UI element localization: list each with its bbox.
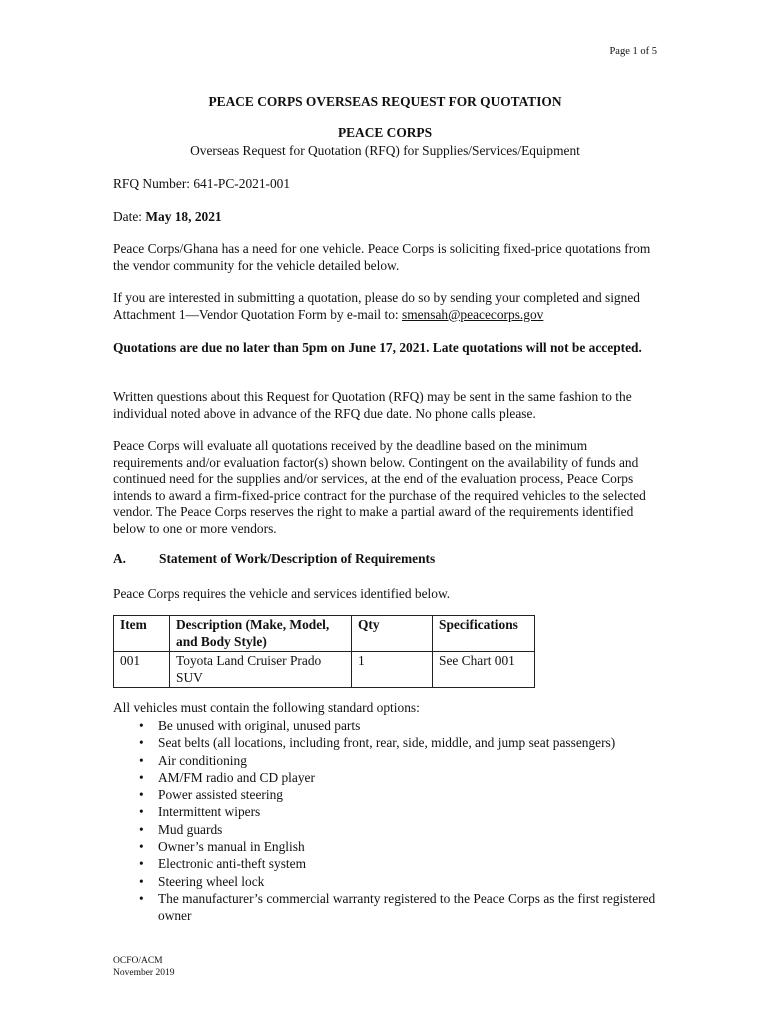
bullet-icon: • — [139, 735, 144, 751]
rfq-number-label: RFQ Number: — [113, 176, 190, 191]
options-intro: All vehicles must contain the following standard options: — [113, 700, 420, 715]
bullet-icon: • — [139, 821, 144, 837]
standard-options-list — [113, 717, 658, 925]
bullet-icon: • — [139, 839, 144, 855]
organization-heading: PEACE CORPS — [337, 125, 433, 140]
list-item: • The manufacturer’s commercial warranty registered to the Peace Corps as the first registered owner — [139, 890, 656, 924]
footer-date: November 2019 — [113, 968, 175, 978]
bullet-icon: • — [139, 787, 144, 803]
bullet-icon: • — [139, 856, 144, 872]
date-value: May 18, 2021 — [145, 209, 222, 224]
submit-paragraph — [113, 290, 658, 323]
page-number: Page 1 of 5 — [609, 46, 657, 57]
bullet-icon: • — [139, 769, 144, 785]
rfq-number-line — [113, 176, 658, 193]
document-subtitle: Overseas Request for Quotation (RFQ) for Supplies/Services/Equipment — [190, 143, 580, 158]
evaluation-paragraph: Peace Corps will evaluate all quotations received by the deadline based on the minimum requirements and/or evaluation factor(s) shown below. Contingent on the availability of funds and continued need for the supplies and/or services, at the end of the evaluation process, Peace Corps intends to award a firm-fixed-price contract for the purchase of the required vehicles to the selected vendor. The Peace Corps reserves the right to make a partial award of the requirements identified below to one or more vendors. — [113, 438, 646, 536]
list-item: • Air conditioning — [139, 752, 247, 768]
header-description: Description (Make, Model, and Body Style) — [170, 616, 352, 652]
submit-text: If you are interested in submitting a quotation, please do so by sending your completed and signed Attachment 1—Vendor Quotation Form by e-mail to: — [113, 290, 640, 322]
document-title: PEACE CORPS OVERSEAS REQUEST FOR QUOTATION — [208, 94, 562, 109]
page-footer — [113, 955, 174, 979]
cell-specifications: See Chart 001 — [433, 652, 535, 688]
bullet-icon: • — [139, 890, 144, 906]
list-item: • Seat belts (all locations, including front, rear, side, middle, and jump seat passengers) — [139, 735, 616, 751]
table-header-row — [114, 616, 535, 652]
requirements-table — [113, 615, 535, 688]
list-item: • Intermittent wipers — [139, 804, 261, 820]
need-paragraph: Peace Corps/Ghana has a need for one vehicle. Peace Corps is soliciting fixed-price quotations from the vendor community for the vehicle detailed below. — [113, 241, 651, 273]
table-row — [114, 652, 535, 688]
list-item: • Mud guards — [139, 821, 223, 837]
list-item: • Owner’s manual in English — [139, 839, 305, 855]
list-item: • Steering wheel lock — [139, 873, 265, 889]
bullet-icon: • — [139, 804, 144, 820]
cell-description: Toyota Land Cruiser Prado SUV — [170, 652, 352, 688]
bullet-icon: • — [139, 873, 144, 889]
requirements-intro: Peace Corps requires the vehicle and services identified below. — [113, 586, 451, 601]
header-item: Item — [114, 616, 170, 652]
section-a-number: A. — [113, 551, 127, 566]
rfq-number-value: 641-PC-2021-001 — [193, 176, 291, 191]
cell-item: 001 — [114, 652, 170, 688]
date-line — [113, 209, 658, 226]
list-item: • AM/FM radio and CD player — [139, 769, 315, 785]
section-a-heading — [113, 551, 435, 567]
bullet-icon: • — [139, 752, 144, 768]
list-item: • Power assisted steering — [139, 787, 283, 803]
section-a-title: Statement of Work/Description of Requirements — [159, 551, 436, 566]
footer-office: OCFO/ACM — [113, 956, 163, 966]
deadline-notice: Quotations are due no later than 5pm on June 17, 2021. Late quotations will not be accepted. — [113, 340, 642, 355]
questions-paragraph: Written questions about this Request for Quotation (RFQ) may be sent in the same fashion to the individual noted above in advance of the RFQ due date. No phone calls please. — [113, 389, 632, 421]
list-item: • Be unused with original, unused parts — [139, 718, 361, 733]
contact-email-link[interactable]: smensah@peacecorps.gov — [401, 306, 544, 322]
header-qty: Qty — [352, 616, 433, 652]
list-item: • Electronic anti-theft system — [139, 856, 306, 872]
cell-qty: 1 — [352, 652, 433, 688]
bullet-icon: • — [139, 718, 144, 733]
date-label: Date: — [113, 209, 142, 224]
header-specifications: Specifications — [433, 616, 535, 652]
